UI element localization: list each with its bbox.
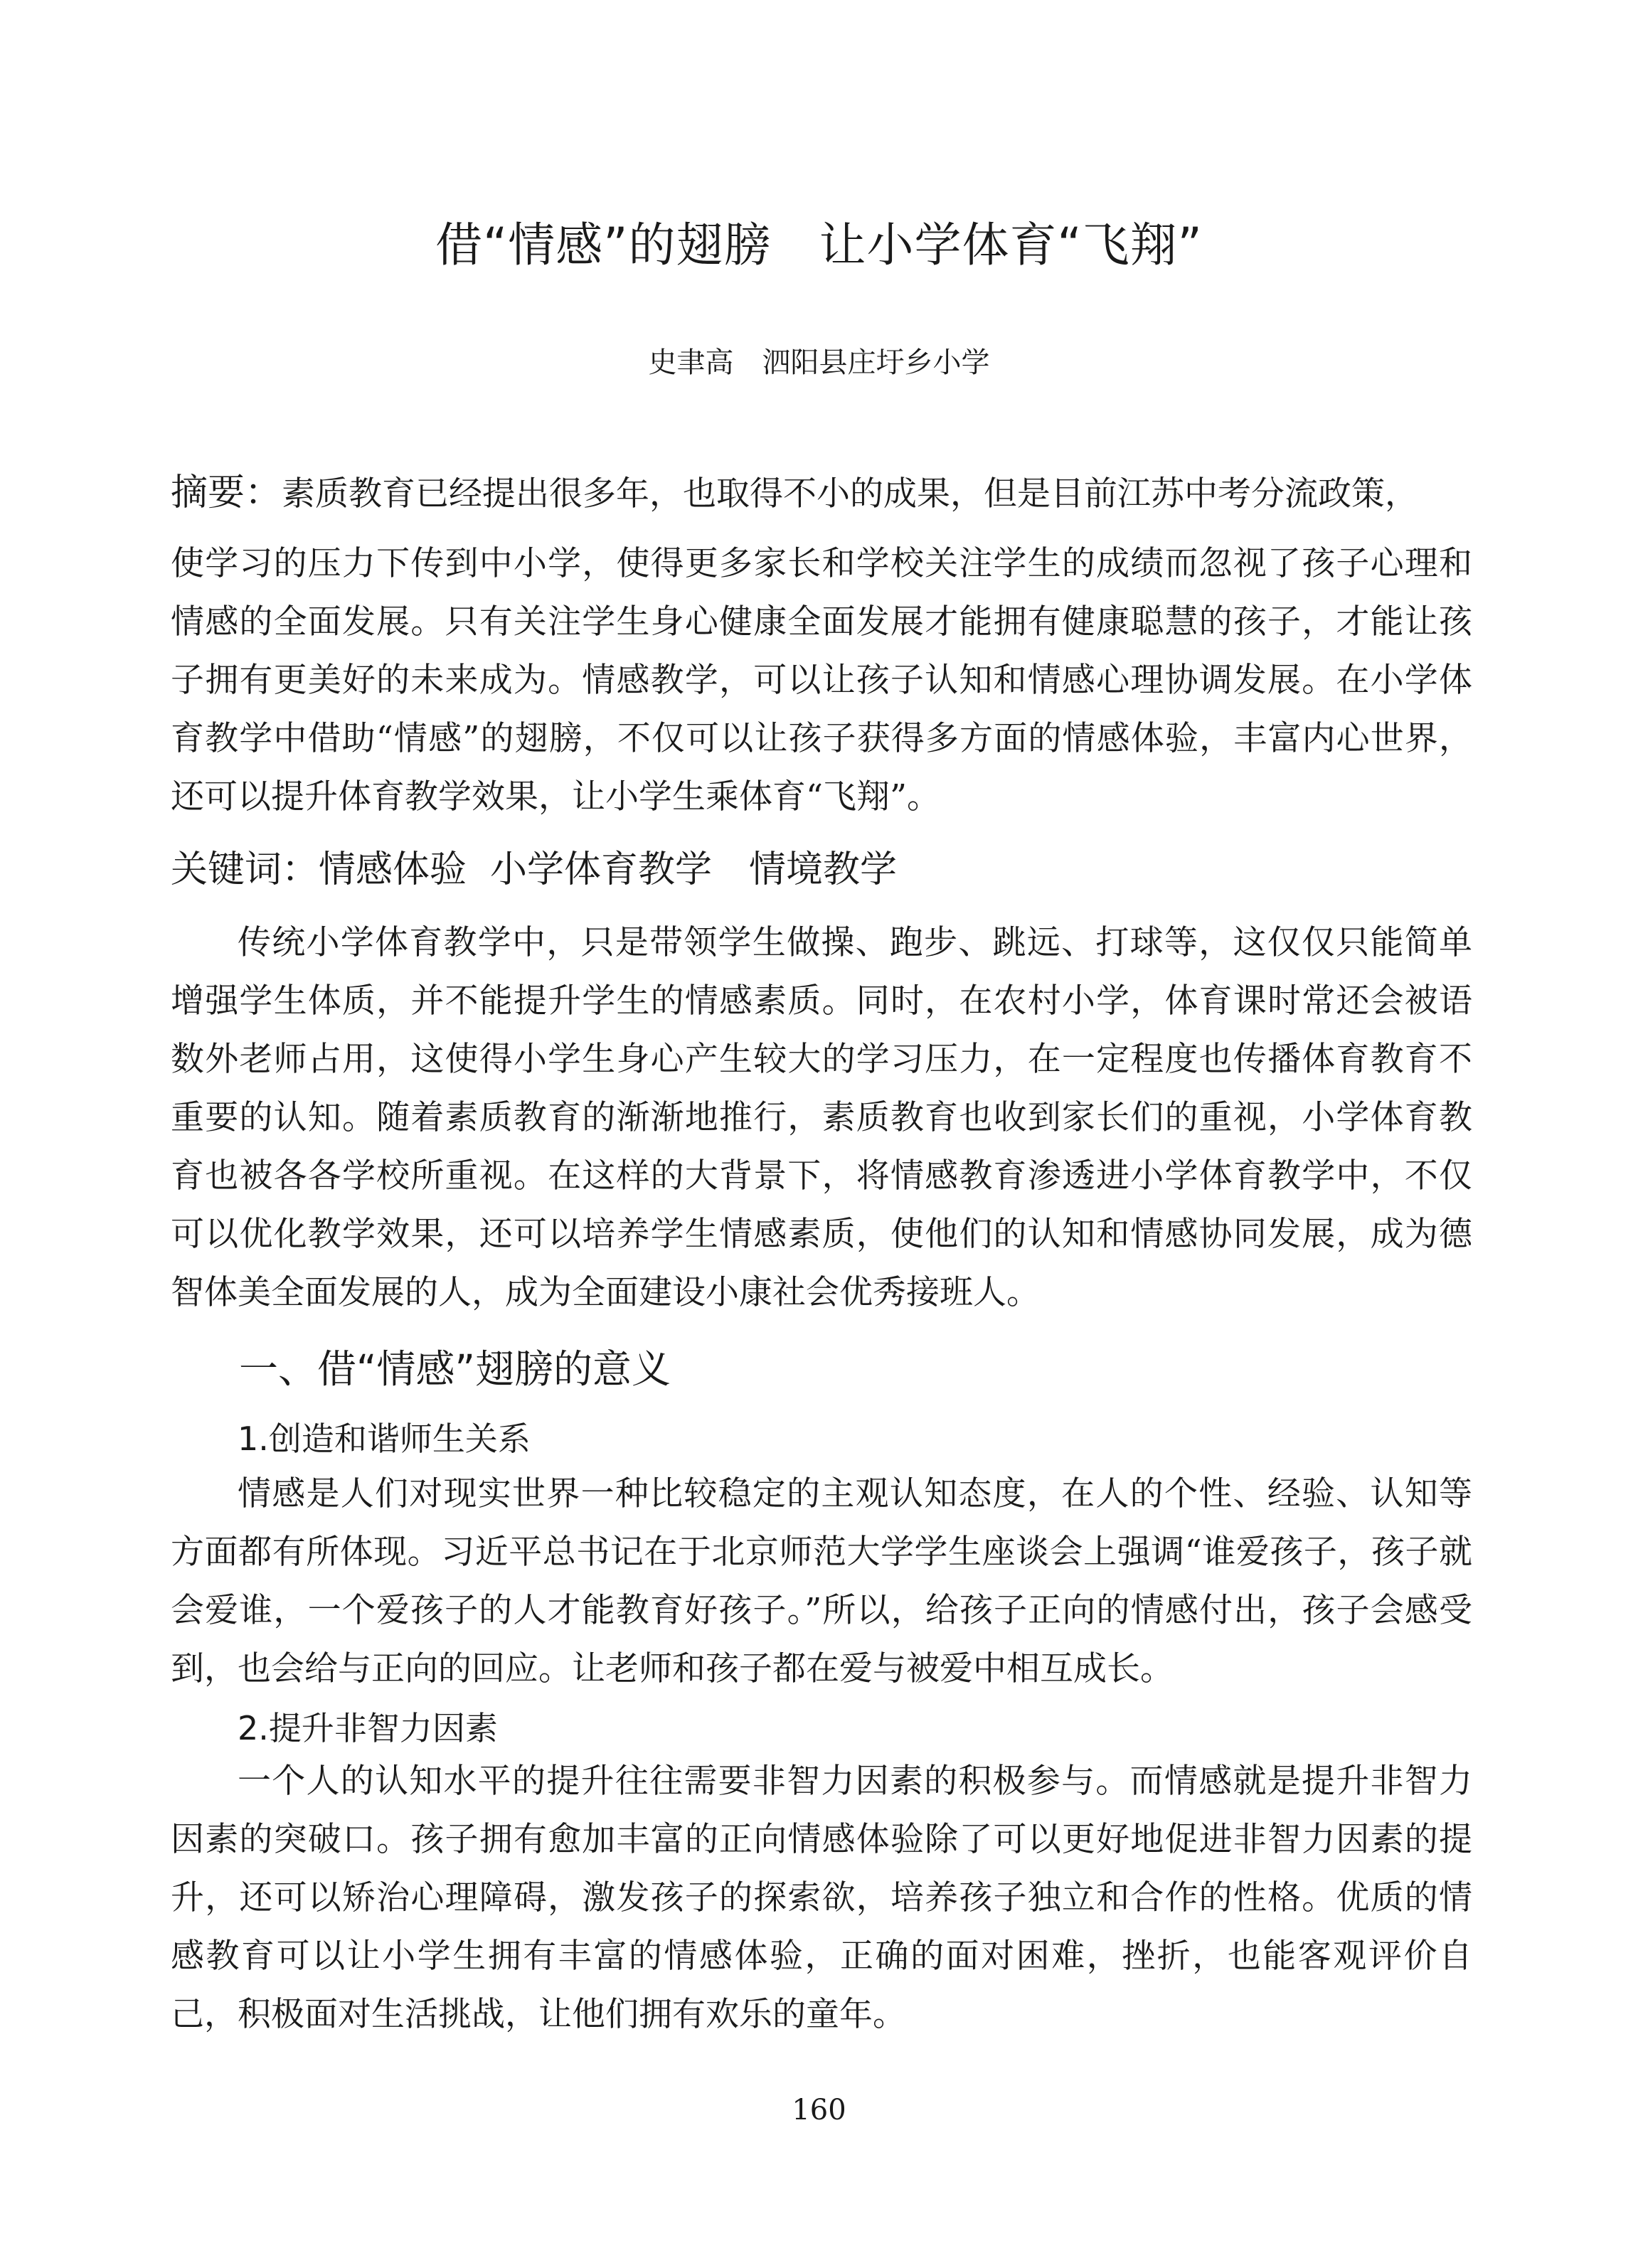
abstract-body: 使学习的压力下传到中小学，使得更多家长和学校关注学生的成绩而忽视了孩子心理和情感的全面发展。只有关注学生身心健康全面发展才能拥有健康聪慧的孩子，才能让孩子拥有更美好的未来成为。情感教学，可以让孩子认知和情感心理协调发展。在小学体育教学中借助“情感”的翅膀，不仅可以让孩子获得多方面的情感体验，丰富内心世界，还可以提升体育教学效果，让小学生乘体育“飞翔”。 [171,544,1472,816]
abstract-first-text: 素质教育已经提出很多年，也取得不小的成果，但是目前江苏中考分流政策， [282,474,1419,513]
intro-paragraph: 传统小学体育教学中，只是带领学生做操、跑步、跳远、打球等，这仅仅只能简单增强学生体质，并不能提升学生的情感素质。同时，在农村小学，体育课时常还会被语数外老师占用，这使得小学生身心产生较大的学习压力，在一定程度也传播体育教育不重要的认知。随着素质教育的渐渐地推行，素质教育也收到家长们的重视，小学体育教育也被各各学校所重视。在这样的大背景下，将情感教育渗透进小学体育教学中，不仅可以优化教学效果，还可以培养学生情感素质，使他们的认知和情感协同发展，成为德智体美全面发展的人，成为全面建设小康社会优秀接班人。 [171,923,1472,1312]
subsection-heading-2: 2.提升非智力因素 [238,1709,498,1747]
subsection-paragraph-1: 情感是人们对现实世界一种比较稳定的主观认知态度，在人的个性、经验、认知等方面都有所体现。习近平总书记在于北京师范大学学生座谈会上强调“谁爱孩子，孩子就会爱谁，一个爱孩子的人才能教育好孩子。”所以，给孩子正向的情感付出，孩子会感受到，也会给与正向的回应。让老师和孩子都在爱与被爱中相互成长。 [171,1474,1472,1688]
subsection-paragraph-2: 一个人的认知水平的提升往往需要非智力因素的积极参与。而情感就是提升非智力因素的突破口。孩子拥有愈加丰富的正向情感体验除了可以更好地促进非智力因素的提升，还可以矫治心理障碍，激发孩子的探索欲，培养孩子独立和合作的性格。优质的情感教育可以让小学生拥有丰富的情感体验，正确的面对困难，挫折，也能客观评价自己，积极面对生活挑战，让他们拥有欢乐的童年。 [171,1762,1472,2034]
abstract-label: 摘要： [171,472,282,514]
section-heading: 一、借“情感”翅膀的意义 [239,1346,671,1392]
abstract-first-line [171,464,1472,523]
author-affiliation: 史聿高 泗阳县庄圩乡小学 [648,346,990,379]
page-number: 160 [792,2094,846,2126]
subsection-heading-1: 1.创造和谐师生关系 [238,1420,531,1458]
paper-title: 借“情感”的翅膀 让小学体育“飞翔” [435,218,1203,272]
keywords: 关键词：情感体验 小学体育教学 情境教学 [171,848,898,891]
abstract [171,464,1472,826]
